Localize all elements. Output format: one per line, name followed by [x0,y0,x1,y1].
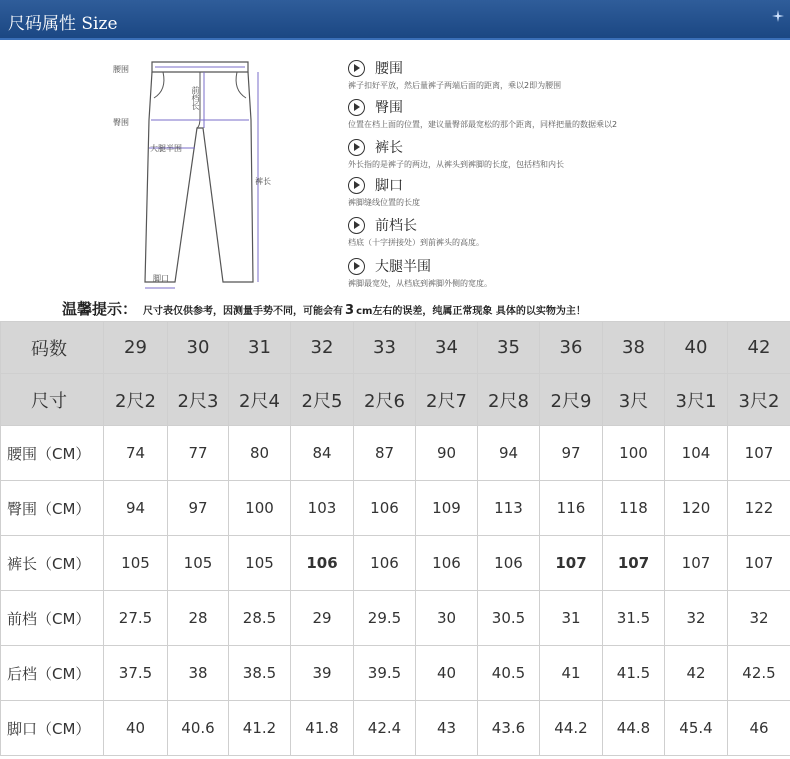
table-cell: 105 [168,536,229,591]
tip-text-before: 尺寸表仅供参考，因测量手势不同，可能会有 [143,306,344,317]
table-cell: 3尺 [603,374,665,426]
diagram-label-hip: 臀围 [113,118,129,127]
table-cell: 116 [540,481,603,536]
table-cell: 42 [665,646,728,701]
size-table [0,321,790,756]
table-cell: 2尺2 [104,374,168,426]
table-cell: 109 [416,481,478,536]
table-row [1,591,790,646]
diagram-label-thigh: 大腿半围 [150,144,182,153]
table-cell: 38.5 [229,646,291,701]
table-cell: 37.5 [104,646,168,701]
table-cell: 30 [416,591,478,646]
table-cell: 43.6 [478,701,540,756]
play-icon [348,258,365,275]
pants-diagram [105,50,290,295]
measure-name: 臀围 [375,100,403,116]
table-cell: 32 [665,591,728,646]
table-cell: 107 [728,536,790,591]
table-cell: 90 [416,426,478,481]
table-cell: 2尺3 [168,374,229,426]
measure-name: 裤长 [375,140,403,156]
table-cell: 77 [168,426,229,481]
table-cell: 104 [665,426,728,481]
table-cell: 97 [168,481,229,536]
table-cell: 97 [540,426,603,481]
row-label: 后档（CM） [1,646,104,701]
table-row [1,322,790,374]
table-cell: 2尺9 [540,374,603,426]
table-cell: 2尺4 [229,374,291,426]
table-cell: 40 [416,646,478,701]
table-cell: 87 [354,426,416,481]
table-cell: 29.5 [354,591,416,646]
table-cell: 100 [229,481,291,536]
play-icon [348,139,365,156]
table-cell: 40 [665,322,728,374]
measure-name: 大腿半围 [375,259,431,275]
table-cell: 39 [291,646,354,701]
table-cell: 106 [416,536,478,591]
row-label: 臀围（CM） [1,481,104,536]
table-cell: 107 [665,536,728,591]
table-cell: 103 [291,481,354,536]
size-tip [62,298,586,319]
table-cell: 28.5 [229,591,291,646]
table-cell: 80 [229,426,291,481]
table-cell: 118 [603,481,665,536]
table-row [1,374,790,426]
table-cell: 41.5 [603,646,665,701]
table-cell: 44.2 [540,701,603,756]
row-label: 前档（CM） [1,591,104,646]
table-cell: 42 [728,322,790,374]
measure-waist [348,58,768,91]
play-icon [348,217,365,234]
table-cell: 40.6 [168,701,229,756]
table-cell: 45.4 [665,701,728,756]
row-label: 脚口（CM） [1,701,104,756]
measure-desc: 裤脚缝线位置的长度 [348,198,420,207]
row-label: 尺寸 [1,374,104,426]
table-cell: 105 [229,536,291,591]
table-cell: 122 [728,481,790,536]
row-label: 裤长（CM） [1,536,104,591]
table-cell: 32 [291,322,354,374]
table-row [1,426,790,481]
table-cell: 2尺7 [416,374,478,426]
table-cell: 44.8 [603,701,665,756]
measure-desc: 裤脚最宽处，从档底到裤脚外侧的宽度。 [348,279,492,288]
row-label: 腰围（CM） [1,426,104,481]
table-cell: 107 [603,536,665,591]
table-cell: 3尺2 [728,374,790,426]
table-cell: 2尺6 [354,374,416,426]
diagram-label-hem: 脚口 [153,274,169,283]
table-cell: 41 [540,646,603,701]
table-row [1,536,790,591]
diagram-label-length: 裤长 [255,177,271,186]
table-cell: 32 [728,591,790,646]
measure-hip [348,97,768,130]
table-cell: 28 [168,591,229,646]
sparkle-icon [772,10,784,22]
table-cell: 30.5 [478,591,540,646]
table-cell: 2尺5 [291,374,354,426]
table-cell: 43 [416,701,478,756]
table-cell: 105 [104,536,168,591]
measure-name: 前档长 [375,218,417,234]
table-cell: 29 [104,322,168,374]
table-cell: 84 [291,426,354,481]
table-cell: 35 [478,322,540,374]
table-cell: 107 [540,536,603,591]
table-cell: 42.4 [354,701,416,756]
measure-desc: 位置在档上面的位置，建议量臀部最宽松的那个距离，同样把量的数据乘以2 [348,120,618,129]
play-icon [348,60,365,77]
table-cell: 33 [354,322,416,374]
table-cell: 120 [665,481,728,536]
table-cell: 31 [229,322,291,374]
table-cell: 106 [291,536,354,591]
table-row [1,646,790,701]
table-cell: 41.8 [291,701,354,756]
table-cell: 2尺8 [478,374,540,426]
measure-thigh [348,256,768,289]
measure-desc: 裤子扣好平放，然后量裤子两端后面的距离，乘以2即为腰围 [348,81,562,90]
header-bar [0,0,790,40]
play-icon [348,99,365,116]
table-cell: 74 [104,426,168,481]
table-cell: 106 [354,536,416,591]
table-cell: 3尺1 [665,374,728,426]
table-cell: 42.5 [728,646,790,701]
tip-text-after: cm左右的误差，纯属正常现象 具体的以实物为主！ [356,306,586,317]
table-cell: 94 [478,426,540,481]
table-row [1,481,790,536]
measure-desc: 档底（十字拼接处）到前裤头的高度。 [348,238,484,247]
table-cell: 29 [291,591,354,646]
table-cell: 36 [540,322,603,374]
table-cell: 34 [416,322,478,374]
row-label: 码数 [1,322,104,374]
tip-highlight: 3 [345,303,355,318]
measure-name: 腰围 [375,61,403,77]
measure-length [348,137,768,170]
table-cell: 40 [104,701,168,756]
table-cell: 100 [603,426,665,481]
table-cell: 40.5 [478,646,540,701]
table-cell: 31 [540,591,603,646]
measure-front-rise [348,215,768,248]
diagram-label-front-rise: 前档长 [191,86,200,110]
table-cell: 27.5 [104,591,168,646]
table-cell: 38 [603,322,665,374]
measure-hem [348,175,768,208]
table-cell: 30 [168,322,229,374]
table-cell: 94 [104,481,168,536]
table-cell: 113 [478,481,540,536]
measure-desc: 外长指的是裤子的两边，从裤头到裤脚的长度，包括档和内长 [348,160,564,169]
table-cell: 31.5 [603,591,665,646]
table-cell: 107 [728,426,790,481]
table-cell: 106 [354,481,416,536]
table-row [1,701,790,756]
diagram-label-waist: 腰围 [113,65,129,74]
page-title: 尺码属性 Size [8,14,118,34]
table-cell: 46 [728,701,790,756]
table-cell: 41.2 [229,701,291,756]
table-cell: 39.5 [354,646,416,701]
tip-label: 温馨提示： [62,300,138,318]
table-cell: 106 [478,536,540,591]
measure-name: 脚口 [375,178,403,194]
play-icon [348,177,365,194]
table-cell: 38 [168,646,229,701]
